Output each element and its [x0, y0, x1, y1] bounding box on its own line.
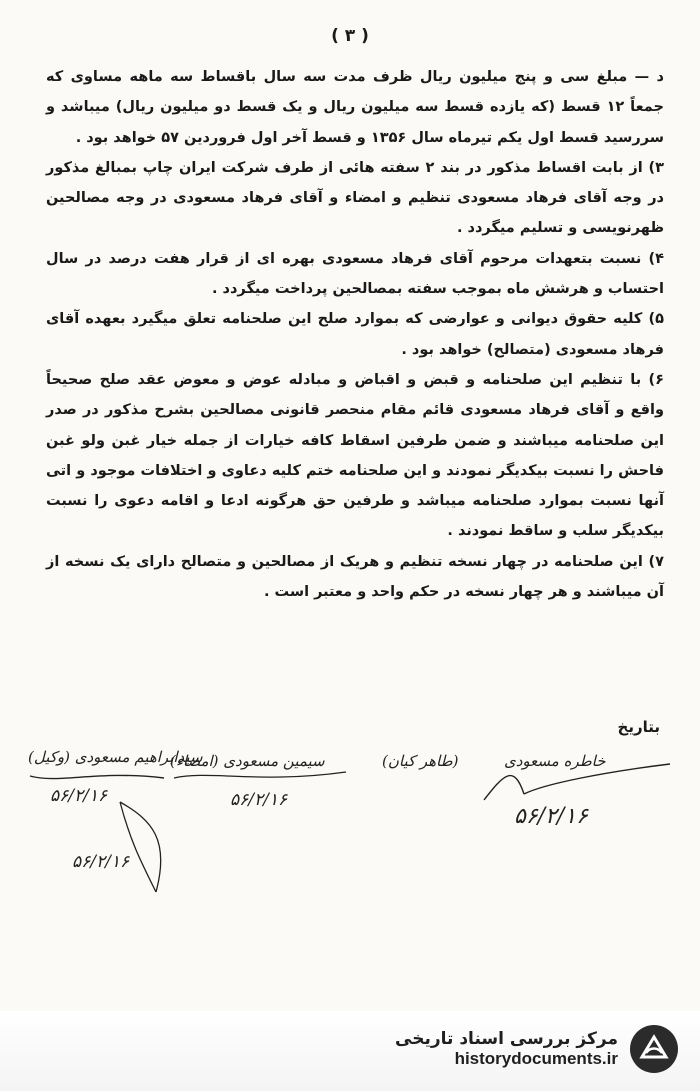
signature-5: [60, 800, 200, 900]
page-number: ( ۳ ): [331, 26, 369, 46]
signature-2-date: ۵۶/۲/۱۶: [230, 790, 288, 810]
signature-5-date: ۵۶/۲/۱۶: [72, 852, 130, 872]
signature-3: [382, 752, 492, 792]
footer-brand: [395, 1023, 680, 1075]
signature-4-name: خاطره مسعودی: [504, 752, 606, 770]
signature-1-name: سیدابراهیم مسعودی (وکیل): [28, 748, 203, 766]
footer-text: [395, 1029, 618, 1069]
signature-3-name: (طاهر کیان): [382, 752, 459, 770]
date-label: بتاریخ: [617, 718, 660, 736]
clause-4: ۴) نسبت بتعهدات مرحوم آقای فرهاد مسعودی بهره ای از قرار هفت درصد در سال احتساب و هرشش ماه بموجب سفته بمصالحین پرداخت میگردد .: [46, 250, 664, 298]
agreement-body: [46, 62, 664, 607]
signature-2-name: سیمین مسعودی (امضاء): [170, 752, 325, 770]
signature-4-stroke: [484, 744, 674, 844]
signature-4-date: ۵۶/۲/۱۶: [514, 804, 588, 829]
signature-1-date: ۵۶/۲/۱۶: [50, 786, 108, 806]
signature-4: [484, 744, 674, 844]
clause-7: ۷) این صلحنامه در چهار نسخه تنظیم و هریک از مصالحین و متصالح دارای یک نسخه از آن میباشند و هر چهار نسخه در حکم واحد و معتبر است .: [46, 553, 664, 601]
footer-watermark: [0, 1011, 700, 1091]
clause-5: ۵) کلیه حقوق دیوانی و عوارضی که بموارد صلح این صلحنامه تعلق میگیرد بعهده آقای فرهاد مسعودی (متصالح) خواهد بود .: [46, 311, 664, 358]
clause-2d: د — مبلغ سی و پنج میلیون ریال ظرف مدت سه سال باقساط سه ماهه مساوی که جمعاً ۱۲ قسط (که یازده قسط سه میلیون ریال و یک قسط دو میلیون ریال) میباشد و سررسید قسط اول یکم تیرماه سال ۱۳۵۶ و قسط آخر اول فروردین ۵۷ خواهد بود .: [46, 69, 664, 146]
clause-6: ۶) با تنظیم این صلحنامه و قبض و اقباض و مبادله عوض و معوض عقد صلح صحیحاً واقع و آقای فرهاد مسعودی قائم مقام منحصر قانونی مصالحین بشرح مذکور در صدر این صلحنامه میباشند و ضمن طرفین اسقاط کافه خیارات از جمله خیار غبن ولو غبن فاحش را نسبت بیکدیگر نمودند و این صلحنامه ختم کلیه دعاوی و اختلافات موجود و اتی آنها نسبت بموارد صلحنامه میباشد و طرفین حق هرگونه ادعا و اقامه دعوی را نسبت بیکدیگر سلب و ساقط نمودند .: [46, 371, 664, 540]
footer-url: historydocuments.ir: [454, 1049, 618, 1068]
clause-3: ۳) از بابت اقساط مذکور در بند ۲ سفته هائی از طرف شرکت ایران چاپ بمبالغ مذکور در وجه آقای فرهاد مسعودی تنظیم و امضاء و آقای فرهاد مسعودی در وجه مصالحین ظهرنویسی و تسلیم میگردد .: [46, 159, 664, 237]
signature-5-stroke: [60, 800, 200, 900]
footer-title: مرکز بررسی اسناد تاریخی: [395, 1029, 618, 1049]
archive-logo-icon: [628, 1023, 680, 1075]
